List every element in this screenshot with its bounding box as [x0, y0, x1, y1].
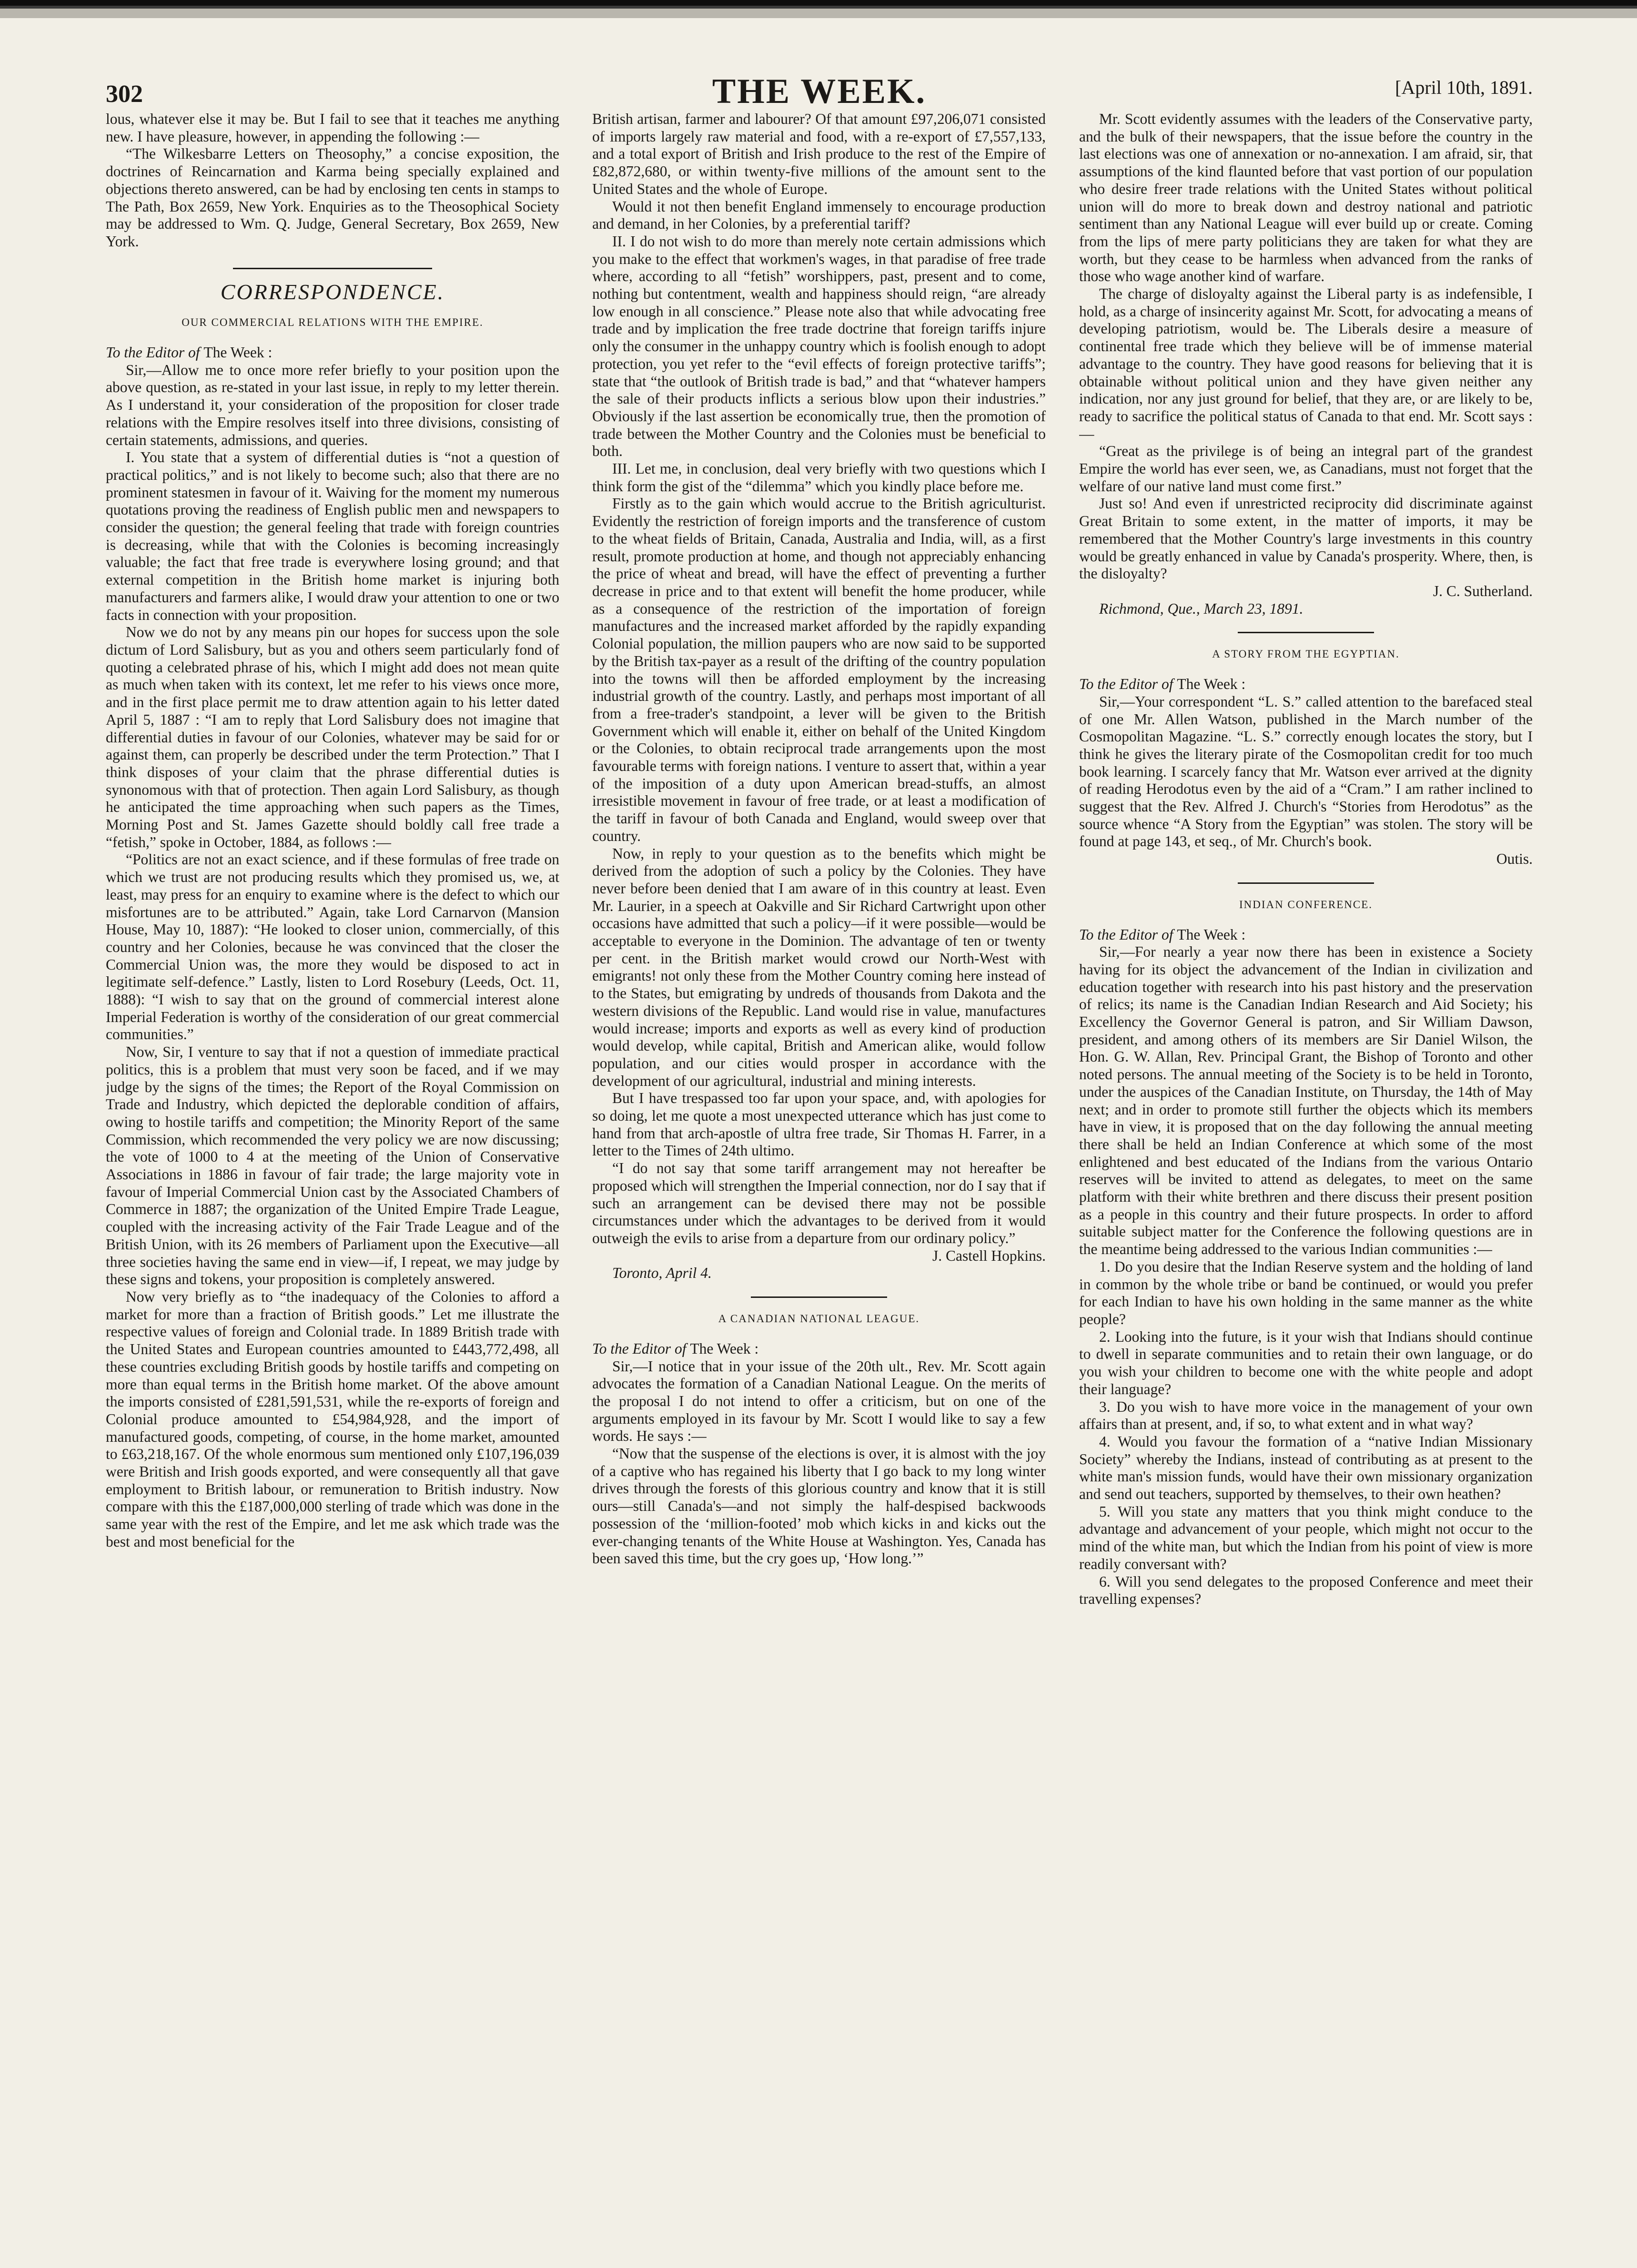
paragraph: The charge of disloyalty against the Liberal party is as indefensible, I hold, as a charge of insincerity against Mr. Scott, for advocating a means of developing patriotism, would be. The Liberals desire a measure of continental free trade which they believe will be of immense material advantage to the country. They have good reasons for believing that it is obtainable without political union and they have given neither any indication, nor any just ground for belief, that they are, or are likely to be, ready to sacrifice the political status of Canada to that end. Mr. Scott says :—	[1079, 285, 1533, 442]
letter-heading: A STORY FROM THE EGYPTIAN.	[1212, 648, 1400, 660]
paragraph: “Politics are not an exact science, and if these formulas of free trade on which we trust are not producing results which they promised us, we, at least, may press for an enquiry to examine where is the defect to which our misfortunes are to be attributed.” Again, take Lord Carnarvon (Mansion House, May 10, 1887): “He looked to closer union, commercially, of this country and her Colonies, because he was convinced that the closer the Commercial Union was, the more they would be disposed to act in legitimate self-defence.” Lastly, listen to Lord Rosebury (Leeds, Oct. 11, 1888): “I wish to say that on the ground of commercial interest alone Imperial Federation is worthy of the consideration of our great commercial communities.”	[106, 851, 559, 1043]
page-number: 302	[106, 81, 143, 108]
paragraph: But I have trespassed too far upon your space, and, with apologies for so doing, let me quote a most unexpected utterance which has just come to hand from that arch-apostle of ultra free trade, Sir Thomas H. Farrer, in a letter to the Times of 24th ultimo.	[592, 1090, 1046, 1159]
paragraph: Now, Sir, I venture to say that if not a question of immediate practical politics, this is a problem that must very soon be faced, and if we may judge by the signs of the times; the Report of the Royal Commission on Trade and Industry, which depicted the deplorable condition of affairs, owing to hostile tariffs and competition; the Minority Report of the same Commission, which recommended the very policy we are now discussing; the vote of 1000 to 4 at the meeting of the Union of Conservative Associations in 1886 in favour of fair trade; the large majority vote in favour of Imperial Commercial Union cast by the Associated Chambers of Commerce in 1887; the organization of the United Empire Trade League, coupled with the increasing activity of the Fair Trade League and of the British Union, with its 26 members of Parliament upon the Executive—all three societies having the same end in view—if, I repeat, we may judge by these signs and tokens, your proposition is completely answered.	[106, 1043, 559, 1288]
question: 4. Would you favour the formation of a “native Indian Missionary Society” whereby the Indians, instead of contributing as at present to the white man's mission funds, would have their own missionary organization and send out teachers, supported by themselves, to their own heathen?	[1079, 1433, 1533, 1503]
salutation	[1079, 926, 1533, 944]
question: 3. Do you wish to have more voice in the management of your own affairs than at present, and, if so, to what extent and in what way?	[1079, 1398, 1533, 1433]
signature: J. Castell Hopkins.	[932, 1247, 1046, 1264]
question: 2. Looking into the future, is it your wish that Indians should continue to dwell in separate communities and to retain their own language, or do you wish your children to become one with the white people and adopt their language?	[1079, 1328, 1533, 1397]
paragraph: British artisan, farmer and labourer? Of that amount £97,206,071 consisted of imports largely raw material and food, with a re-export of £7,557,133, and a total export of British and Irish produce to the rest of the Empire of £82,872,680, or within twenty-five millions of the amount sent to the United States and the whole of Europe.	[592, 111, 1046, 197]
paragraph: “Now that the suspense of the elections is over, it is almost with the joy of a captive who has regained his liberty that I go back to my long winter drives through the forests of this glorious country and know that it is still ours—still Canada's—and not simply the half-despised backwoods possession of the ‘million-footed’ mob which kicks in and kicks out the ever-changing tenants of the White House at Washington. Yes, Canada has been saved this time, but the cry goes up, ‘How long.’”	[592, 1445, 1046, 1567]
to-editor-label: To the Editor of	[1079, 676, 1173, 693]
to-editor-label: To the Editor of	[1079, 926, 1173, 943]
week-label: The Week :	[1177, 926, 1246, 943]
to-editor-label: To the Editor of	[106, 344, 200, 361]
column-2	[592, 111, 1046, 2231]
running-head	[106, 71, 1533, 114]
letter-heading: INDIAN CONFERENCE.	[1239, 898, 1373, 911]
salutation	[1079, 676, 1533, 693]
divider	[751, 1296, 887, 1298]
question: 1. Do you desire that the Indian Reserve system and the holding of land in common by the whole tribe or band be continued, or would you prefer for each Indian to have his own holding in the same manner as the white people?	[1079, 1258, 1533, 1327]
salutation	[106, 344, 559, 362]
issue-date: [April 10th, 1891.	[1395, 77, 1533, 98]
dateline: Toronto, April 4.	[612, 1265, 712, 1282]
to-editor-label: To the Editor of	[592, 1340, 687, 1357]
letter-heading: A CANADIAN NATIONAL LEAGUE.	[718, 1313, 920, 1325]
question: 5. Will you state any matters that you think might conduce to the advantage and advancement of your people, which might not occur to the mind of the white man, but which the Indian from his point of view is more readily conversant with?	[1079, 1503, 1533, 1572]
salutation	[592, 1340, 1046, 1358]
dateline: Richmond, Que., March 23, 1891.	[1099, 600, 1304, 617]
week-label: The Week :	[690, 1340, 759, 1357]
signature: J. C. Sutherland.	[1433, 582, 1533, 599]
divider	[1238, 882, 1374, 884]
question: 6. Will you send delegates to the proposed Conference and meet their travelling expenses?	[1079, 1573, 1533, 1608]
column-1	[106, 111, 559, 2231]
signature: Outis.	[1496, 850, 1533, 868]
divider	[233, 268, 433, 269]
paragraph: Sir,—Your correspondent “L. S.” called attention to the barefaced steal of one Mr. Allen Watson, published in the March number of the Cosmopolitan Magazine. “L. S.” correctly enough locates the story, but I think he gives the literary pirate of the Cosmopolitan credit for too much book learning. I scarcely fancy that Mr. Watson ever arrived at the dignity of reading Herodotus even by the aid of a “Cram.” I am rather inclined to suggest that the Rev. Alfred J. Church's “Stories from Herodotus” as the source whence “A Story from the Egyptian” was stolen. The story will be found at page 143, et seq., of Mr. Church's book.	[1079, 693, 1533, 850]
divider	[1238, 632, 1374, 633]
paragraph: “The Wilkesbarre Letters on Theosophy,” a concise exposition, the doctrines of Reincarnation and Karma being specially explained and objections thereto answered, can be had by enclosing ten cents in stamps to The Path, Box 2659, New York. Enquiries as to the Theosophical Society may be addressed to Wm. Q. Judge, General Secretary, Box 2659, New York.	[106, 145, 559, 250]
paragraph: III. Let me, in conclusion, deal very briefly with two questions which I think form the gist of the “dilemma” which you kindly place before me.	[592, 460, 1046, 495]
masthead: THE WEEK.	[712, 72, 927, 111]
paragraph: lous, whatever else it may be. But I fail to see that it teaches me anything new. I have pleasure, however, in appending the following :—	[106, 111, 559, 145]
paragraph: I. You state that a system of differential duties is “not a question of practical politics,” and is not likely to become such; also that there are no prominent statesmen in favour of it. Waiving for the moment my numerous quotations proving the readiness of English public men and newspapers to consider the question; the general feeling that trade with foreign countries is decreasing, while that with the Colonies is becoming increasingly valuable; the fact that free trade is everywhere losing ground; and that external competition in the British home market is injuring both manufacturers and farmers alike, I would draw your attention to one or two facts in connection with your proposition.	[106, 449, 559, 623]
paragraph: Now very briefly as to “the inadequacy of the Colonies to afford a market for more than a fraction of British goods.” Let me illustrate the respective values of foreign and Colonial trade. In 1889 British trade with the United States and European countries amounted to £443,772,498, all these countries excluding British goods by hostile tariffs and competing on more than equal terms in the British home market. Of the above amount the imports consisted of £281,591,531, while the re-exports of foreign and Colonial produce amounted to £54,984,928, and the import of manufactured goods, competing, of course, in the home market, amounted to £63,218,167. Of the whole enormous sum mentioned only £107,196,039 were British and Irish goods exported, and were consequently all that gave employment to British labour, or remuneration to British industry. Now compare with this the £187,000,000 sterling of trade which was done in the same year with the rest of the Empire, and let me ask which trade was the best and most beneficial for the	[106, 1288, 559, 1550]
paragraph: Sir,—Allow me to once more refer briefly to your position upon the above question, as re-stated in your last issue, in reply to my letter therein. As I understand it, your consideration of the proposition for closer trade relations with the Empire resolves itself into three divisions, consisting of certain statements, admissions, and queries.	[106, 361, 559, 448]
section-title: CORRESPONDENCE.	[220, 279, 445, 304]
scan-edge	[0, 0, 1637, 18]
paragraph: Now, in reply to your question as to the benefits which might be derived from the adoption of such a policy by the Colonies. They have never before been denied that I am aware of in this country at least. Even Mr. Laurier, in a speech at Oakville and Sir Richard Cartwright upon other occasions have admitted that such a policy—if it were possible—would be acceptable to everyone in the Dominion. The advantage of ten or twenty per cent. in the British market would crowd our North-West with emigrants! not only these from the Mother Country coming here instead of to the States, but emigrating by undreds of thousands from Dakota and the western divisions of the Republic. Land would rise in value, manufactures would increase; imports and exports as well as every kind of production would develop, while capital, British and American alike, would follow population, and our cities would prosper in accordance with the development of our agricultural, industrial and mining interests.	[592, 845, 1046, 1089]
paragraph: Just so! And even if unrestricted reciprocity did discriminate against Great Britain to some extent, in the matter of imports, it may be remembered that the Mother Country's large investments in this country would be greatly enhanced in value by Canada's prosperity. Where, then, is the disloyalty?	[1079, 495, 1533, 582]
paragraph: Sir,—I notice that in your issue of the 20th ult., Rev. Mr. Scott again advocates the formation of a Canadian National League. On the merits of the proposal I do not intend to offer a criticism, but on one of the arguments employed in its favour by Mr. Scott I would like to say a few words. He says :—	[592, 1357, 1046, 1445]
week-label: The Week :	[1177, 676, 1246, 693]
paragraph: Firstly as to the gain which would accrue to the British agriculturist. Evidently the restriction of foreign imports and the transference of custom to the wheat fields of Britain, Canada, Australia and India, will, as a first result, promote production at home, and though not appreciably enhancing the price of wheat and bread, will have the effect of preventing a further decrease in price and to that extent will benefit the home producer, while as a consequence of the restriction of the importation of foreign manufactures and the increased market afforded by the rapidly expanding Colonial population, the million paupers who are now said to be supported by the British tax-payer as a result of the drifting of the country population into the towns will then be afforded employment by the increasing industrial growth of the country. Lastly, and perhaps most important of all from a free-trader's standpoint, a lever will be given to the British Government which will enable it, either on behalf of the United Kingdom or the Colonies, to obtain reciprocal trade arrangements upon the most favourable terms with foreign nations. I venture to assert that, within a year of the imposition of a duty upon American bread-stuffs, an almost irresistible movement in favour of free trade, or at least a modification of the tariff in favour of both Canada and England, would sweep over that country.	[592, 495, 1046, 844]
paragraph: Sir,—For nearly a year now there has been in existence a Society having for its object the advancement of the Indian in civilization and education together with research into his past history and the preservation of relics; its name is the Canadian Indian Research and Aid Society; his Excellency the Governor General is patron, and Sir William Dawson, president, and among others of its members are Sir Daniel Wilson, the Hon. G. W. Allan, Rev. Principal Grant, the Bishop of Toronto and other noted persons. The annual meeting of the Society is to be held in Toronto, under the auspices of the Canadian Institute, on Thursday, the 14th of May next; and in order to promote still further the objects which its members have in view, it is proposed that on the day following the annual meeting there shall be held an Indian Conference at which some of the most enlightened and best educated of the Indians from the various Ontario reserves will be invited to attend as delegates, to meet on the same platform with their white brethren and there discuss their present position as a people in this country and their future prospects. In order to afford suitable subject matter for the Conference the following questions are in the meantime being addressed to the various Indian communities :—	[1079, 943, 1533, 1258]
week-label: The Week :	[203, 344, 273, 361]
letter-heading: OUR COMMERCIAL RELATIONS WITH THE EMPIRE.	[182, 316, 484, 329]
paragraph: “Great as the privilege is of being an integral part of the grandest Empire the world has ever seen, we, as Canadians, must not forget that the welfare of our native land must come first.”	[1079, 443, 1533, 495]
paragraph: Now we do not by any means pin our hopes for success upon the sole dictum of Lord Salisbury, but as you and others seem particularly fond of quoting a celebrated phrase of his, which I might add does not mean quite as much when taken with its context, let me refer to his views once more, and in the first place permit me to draw attention again to his letter dated April 5, 1887 : “I am to reply that Lord Salisbury does not imagine that differential duties in favour of our Colonies, whatever may be said for or against them, can properly be described under the term Protection.” That I think disposes of your claim that the phrase differential duties is synonomous with that of protection. Then again Lord Salisbury, as though he anticipated the time approaching when such papers as the Times, Morning Post and St. James Gazette should boldly call free trade a “fetish,” spoke in October, 1884, as follows :—	[106, 624, 559, 850]
paragraph: II. I do not wish to do more than merely note certain admissions which you make to the effect that workmen's wages, in that paradise of free trade where, according to all “fetish” worshippers, past, present and to come, nothing but contentment, wealth and happiness should reign, “are already low enough in all conscience.” Please note also that while advocating free trade and by implication the free trade doctrine that foreign tariffs injure only the consumer in the unhappy country which is foolish enough to adopt protection, you yet refer to the “evil effects of foreign protective tariffs”; state that “the outlook of British trade is bad,” and that “whatever hampers the sale of their products inflicts a serious blow upon their industries.” Obviously if the last assertion be economically true, then the promotion of trade between the Mother Country and the Colonies must be beneficial to both.	[592, 233, 1046, 460]
paragraph: Would it not then benefit England immensely to encourage production and demand, in her Colonies, by a preferential tariff?	[592, 198, 1046, 233]
paragraph: “I do not say that some tariff arrangement may not hereafter be proposed which will strengthen the Imperial connection, nor do I say that if such an arrangement can be devised there may not be possible circumstances under which the advantages to be derived from it would outweigh the evils to arise from a departure from our ordinary policy.”	[592, 1160, 1046, 1246]
column-3	[1079, 111, 1533, 2231]
paragraph: Mr. Scott evidently assumes with the leaders of the Conservative party, and the bulk of their newspapers, that the issue before the country in the last elections was one of annexation or no-annexation. I am afraid, sir, that assumptions of the kind flaunted before that vast portion of our population who desire freer trade relations with the United States without political union will do more to break down and destroy national and patriotic sentiment than any National League will ever build up or create. Coming from the lips of mere party politicians they are taken for what they are worth, but they cease to be harmless when advanced from the ranks of those who wage another kind of warfare.	[1079, 111, 1533, 285]
